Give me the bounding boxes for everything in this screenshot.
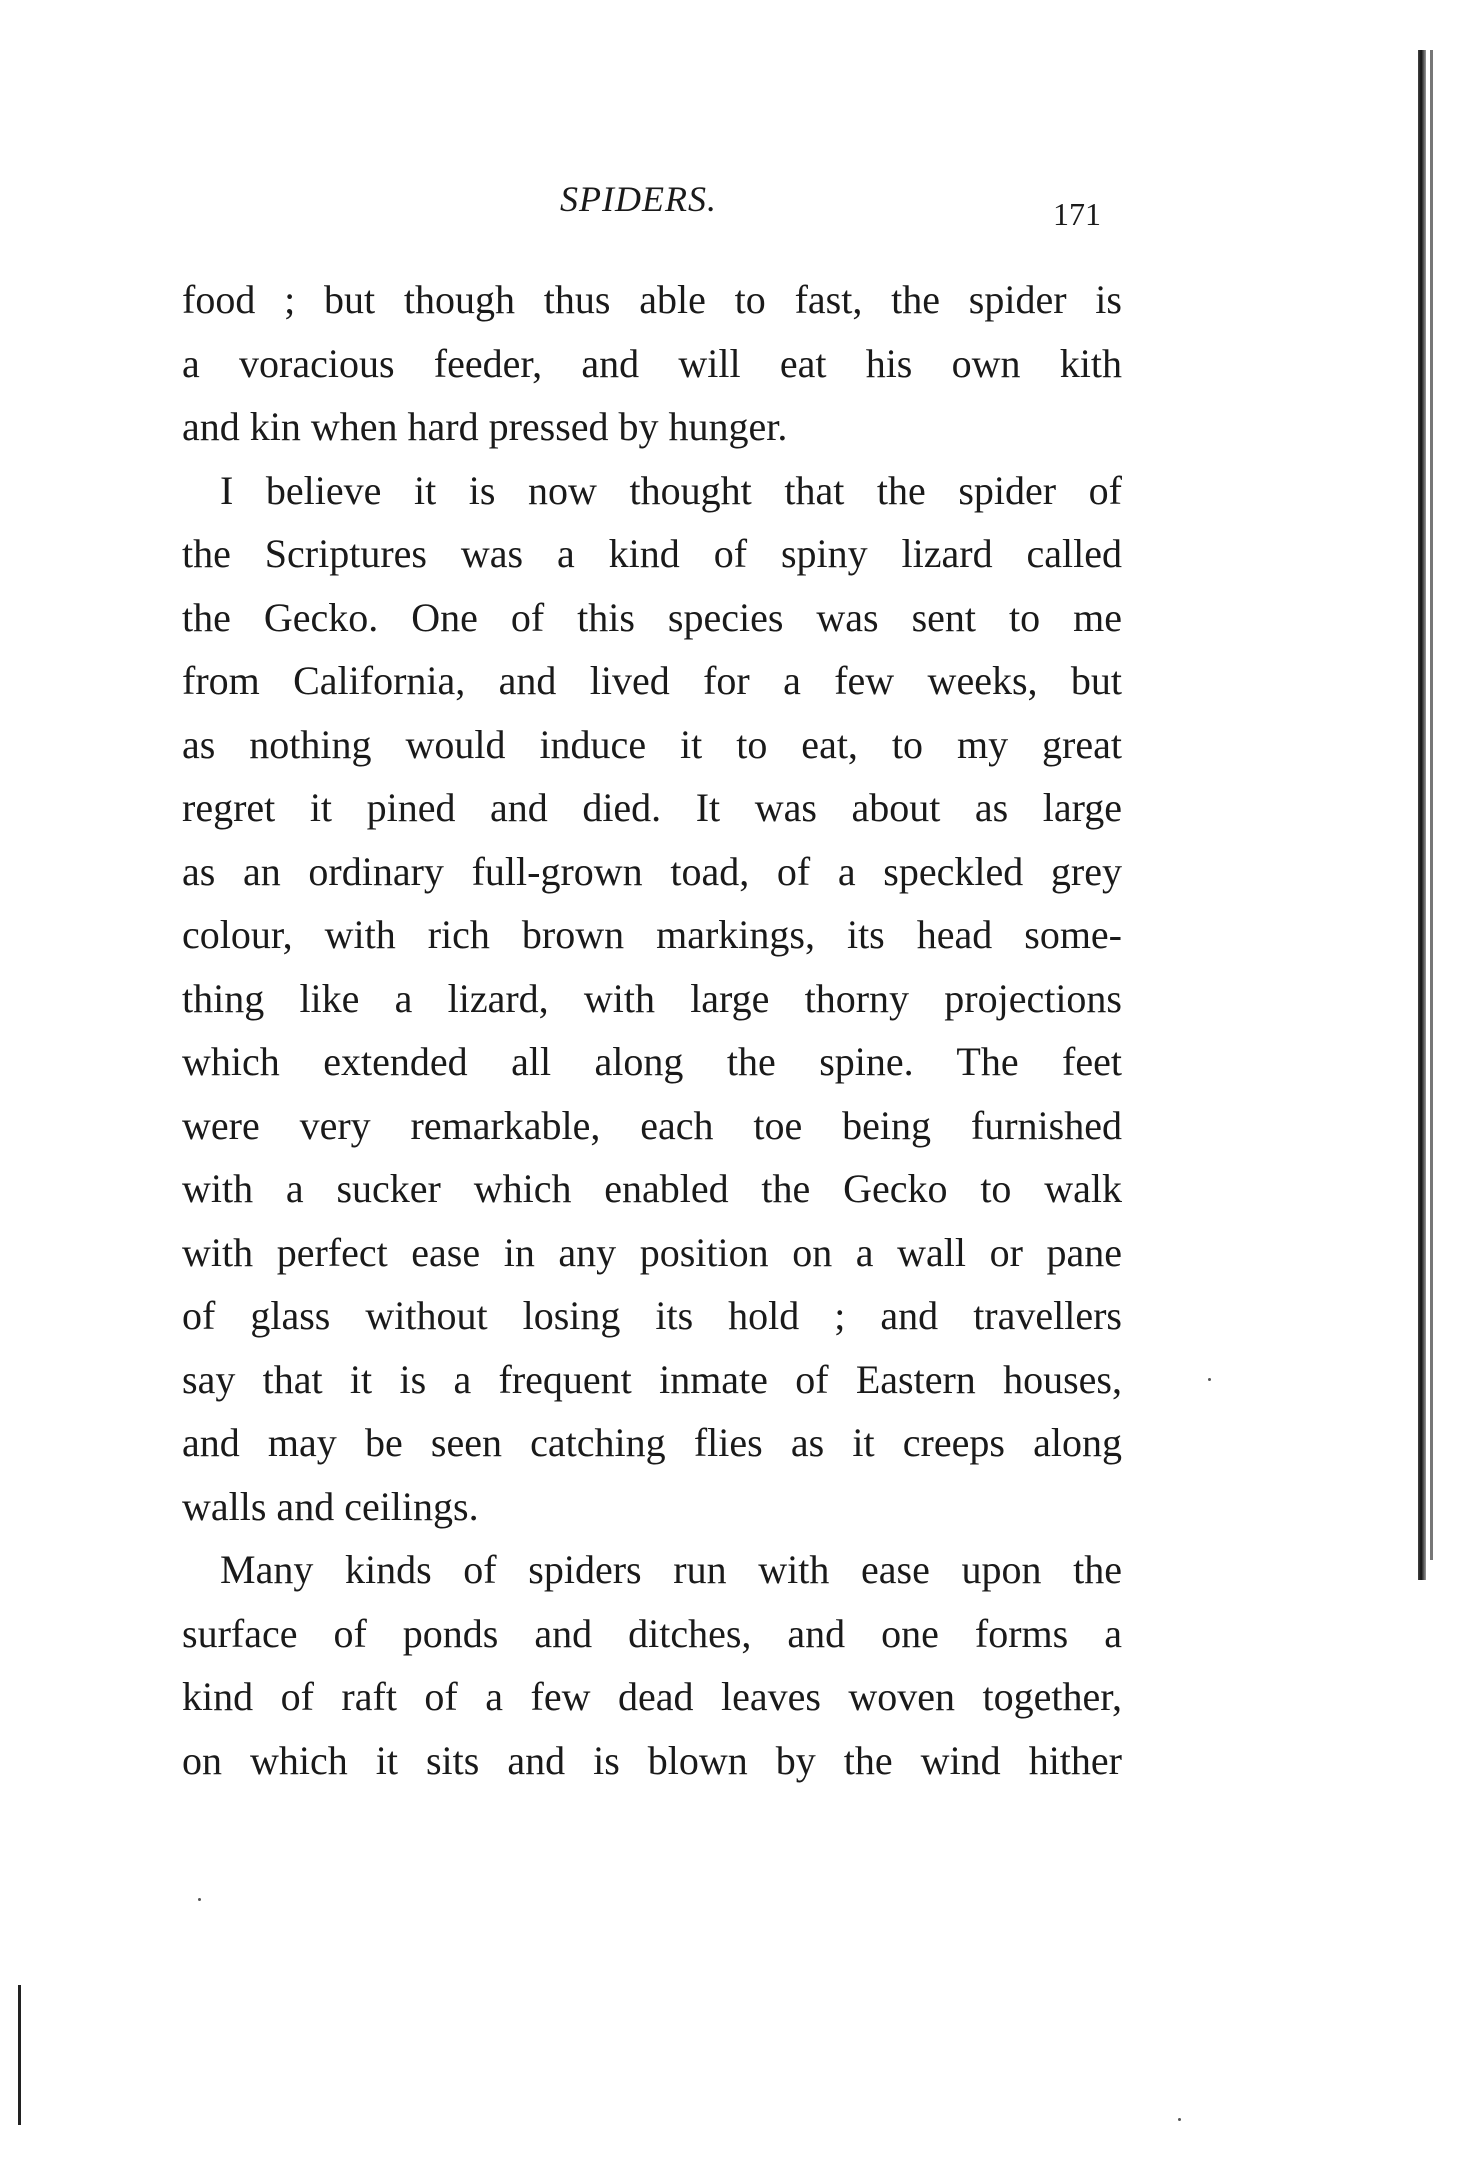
page-number: 171	[1053, 196, 1101, 232]
text-line: as nothing would induce it to eat, to my great	[182, 721, 1122, 767]
text-line: and kin when hard pressed by hunger.	[182, 404, 788, 449]
text-line: colour, with rich brown markings, its head some-	[182, 912, 1122, 957]
text-line: thing like a lizard, with large thorny projections	[182, 975, 1122, 1021]
text-line: Many kinds of spiders run with ease upon the	[220, 1547, 1122, 1592]
text-line: with perfect ease in any position on a wall or pane	[182, 1229, 1122, 1275]
text-line: regret it pined and died. It was about as large	[182, 785, 1122, 830]
text-line: kind of raft of a few dead leaves woven together,	[182, 1674, 1122, 1719]
scan-edge-mark	[18, 1985, 21, 2125]
text-line: surface of ponds and ditches, and one forms a	[182, 1610, 1122, 1656]
text-line: the Gecko. One of this species was sent to me	[182, 594, 1122, 640]
binding-edge-line	[1430, 50, 1433, 1560]
text-line: say that it is a frequent inmate of Eastern houses,	[182, 1356, 1122, 1402]
running-title: SPIDERS.	[560, 179, 717, 219]
text-line: which extended all along the spine. The feet	[182, 1039, 1122, 1084]
scan-speck	[198, 1898, 201, 1901]
text-line: on which it sits and is blown by the wind hither	[182, 1737, 1122, 1783]
text-line: with a sucker which enabled the Gecko to walk	[182, 1166, 1122, 1211]
paragraph-3	[182, 1538, 1122, 1792]
text-line: from California, and lived for a few weeks, but	[182, 658, 1122, 703]
text-line: as an ordinary full-grown toad, of a speckled grey	[182, 848, 1122, 894]
text-line: and may be seen catching flies as it creeps along	[182, 1420, 1122, 1465]
paragraph-1	[182, 268, 1122, 459]
text-line: the Scriptures was a kind of spiny lizard called	[182, 531, 1122, 576]
text-line: a voracious feeder, and will eat his own kith	[182, 340, 1122, 386]
body-text	[182, 268, 1122, 1792]
paragraph-2	[182, 459, 1122, 1539]
text-line: I believe it is now thought that the spider of	[220, 467, 1122, 513]
text-line: of glass without losing its hold ; and travellers	[182, 1293, 1122, 1338]
binding-edge-shadow	[1418, 50, 1426, 1580]
scan-speck	[1208, 1378, 1211, 1381]
text-line: walls and ceilings.	[182, 1483, 479, 1529]
text-line: food ; but though thus able to fast, the spider is	[182, 277, 1122, 322]
text-line: were very remarkable, each toe being furnished	[182, 1102, 1122, 1148]
scan-speck	[1178, 2118, 1181, 2121]
